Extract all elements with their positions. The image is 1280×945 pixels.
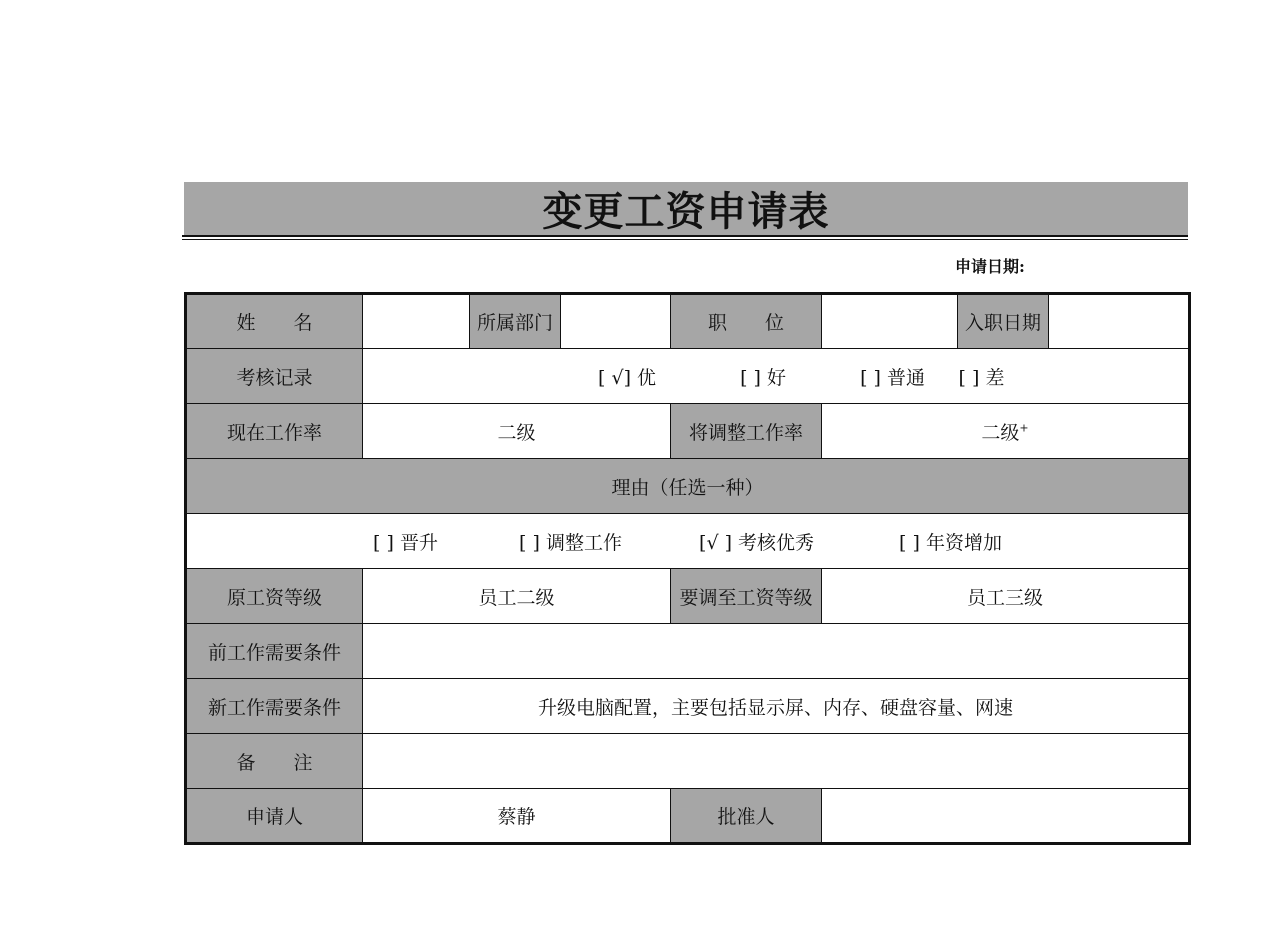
assessment-option-normal[interactable]: [ ] 普通 (860, 366, 925, 389)
reason-options (186, 514, 1190, 569)
row-prev-requirements (186, 624, 1190, 679)
assessment-options (363, 349, 1190, 404)
row-assessment (186, 349, 1190, 404)
label-department: 所属部门 (470, 294, 561, 349)
row-salary-grade (186, 569, 1190, 624)
label-hire-date: 入职日期 (958, 294, 1049, 349)
label-prev-requirements: 前工作需要条件 (186, 624, 363, 679)
salary-change-form (184, 292, 1191, 845)
value-new-requirements[interactable]: 升级电脑配置，主要包括显示屏、内存、硬盘容量、网速 (363, 679, 1190, 734)
assessment-option-poor[interactable]: [ ] 差 (958, 366, 1005, 389)
label-target-grade: 要调至工资等级 (671, 569, 822, 624)
apply-date-label: 申请日期: (955, 257, 1025, 276)
row-reason-header (186, 459, 1190, 514)
label-position: 职 位 (671, 294, 822, 349)
value-hire-date[interactable] (1049, 294, 1190, 349)
value-applicant: 蔡静 (363, 789, 671, 844)
row-signatures (186, 789, 1190, 844)
label-approver: 批准人 (671, 789, 822, 844)
label-name: 姓 名 (186, 294, 363, 349)
reason-header: 理由（任选一种） (186, 459, 1190, 514)
row-new-requirements (186, 679, 1190, 734)
title-rule (182, 235, 1188, 240)
title-bar (184, 182, 1188, 235)
row-basic-info (186, 294, 1190, 349)
value-remarks[interactable] (363, 734, 1190, 789)
assessment-option-good[interactable]: [ ] 好 (740, 366, 786, 389)
label-original-grade: 原工资等级 (186, 569, 363, 624)
label-remarks: 备 注 (186, 734, 363, 789)
assessment-option-excellent[interactable]: [ √] 优 (598, 366, 657, 389)
value-original-grade: 员工二级 (363, 569, 671, 624)
value-name[interactable] (363, 294, 470, 349)
label-applicant: 申请人 (186, 789, 363, 844)
label-adjusted-rate: 将调整工作率 (671, 404, 822, 459)
row-reason-options (186, 514, 1190, 569)
label-new-requirements: 新工作需要条件 (186, 679, 363, 734)
value-current-rate: 二级 (363, 404, 671, 459)
value-prev-requirements[interactable] (363, 624, 1190, 679)
row-work-rate (186, 404, 1190, 459)
label-current-rate: 现在工作率 (186, 404, 363, 459)
label-assessment: 考核记录 (186, 349, 363, 404)
value-approver[interactable] (822, 789, 1190, 844)
value-adjusted-rate-cell (822, 404, 1190, 459)
value-position[interactable] (822, 294, 958, 349)
value-target-grade: 员工三级 (822, 569, 1190, 624)
form-title: 变更工资申请表 (542, 188, 830, 235)
adjusted-rate-superscript: + (1019, 421, 1029, 435)
reason-option-seniority[interactable]: [ ] 年资增加 (899, 531, 1002, 554)
reason-option-promotion[interactable]: [ ] 晋升 (373, 531, 438, 554)
value-adjusted-rate: 二级 (981, 421, 1020, 444)
row-remarks (186, 734, 1190, 789)
reason-option-excellent-assessment[interactable]: [√ ] 考核优秀 (699, 531, 815, 554)
value-department[interactable] (561, 294, 671, 349)
reason-option-job-adjust[interactable]: [ ] 调整工作 (519, 531, 622, 554)
